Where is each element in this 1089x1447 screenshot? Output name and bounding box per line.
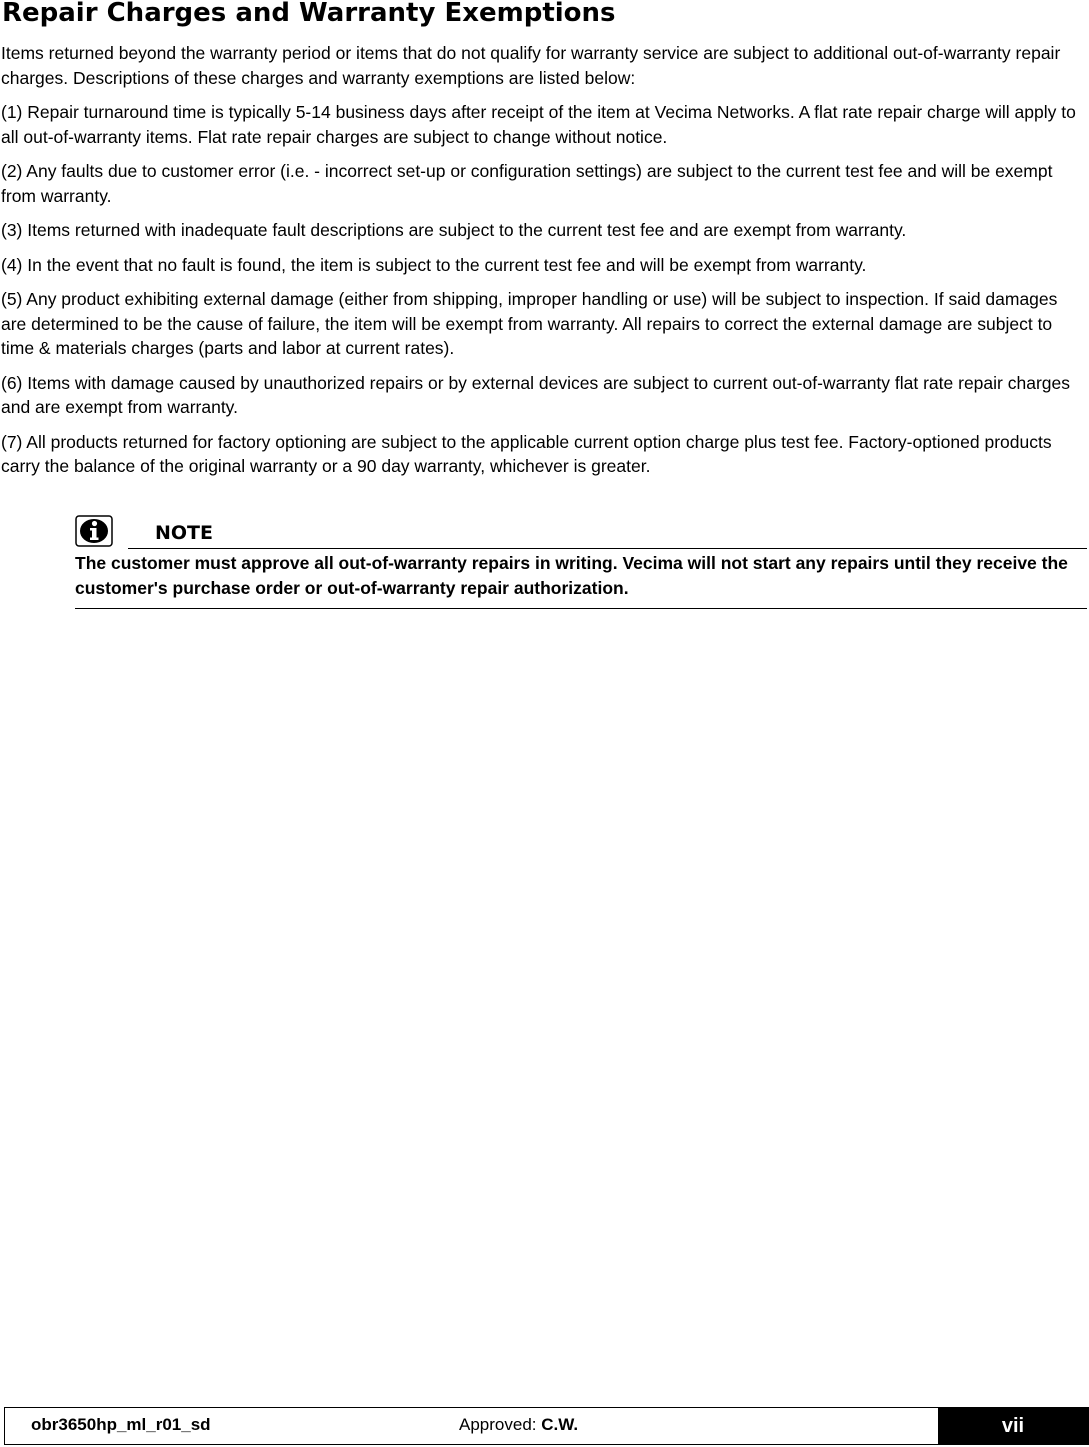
exemption-item-3: (3) Items returned with inadequate fault descriptions are subject to the current test fee and are exempt from warranty. bbox=[1, 220, 907, 240]
info-icon bbox=[75, 515, 113, 547]
exemption-item-4: (4) In the event that no fault is found, the item is subject to the current test fee and will be exempt from warranty. bbox=[1, 254, 867, 275]
approved-label: Approved: bbox=[459, 1415, 542, 1434]
note-divider-top bbox=[128, 548, 1087, 549]
page-title: Repair Charges and Warranty Exemptions bbox=[2, 0, 616, 28]
exemption-item-6: (6) Items with damage caused by unauthorized repairs or by external devices are subject to current out-of-warranty flat rate repair charges and are exempt from warranty. bbox=[1, 372, 1070, 417]
exemption-item-2: (2) Any faults due to customer error (i.e. - incorrect set-up or configuration settings) are subject to the current test fee and will be exempt from warranty. bbox=[1, 161, 1053, 206]
note-text: The customer must approve all out-of-warranty repairs in writing. Vecima will not start any repairs until they receive the customer's purchase order or out-of-warranty repair authorization. bbox=[75, 553, 1068, 598]
exemption-item-5: (5) Any product exhibiting external damage (either from shipping, improper handling or use) will be subject to inspection. If said damages are determined to be the cause of failure, the item will be exempt from warranty. All repairs to correct the external damage are subject to time & materials charges (parts and labor at current rates). bbox=[1, 289, 1058, 358]
note-divider-bottom bbox=[75, 608, 1087, 609]
document-id: obr3650hp_ml_r01_sd bbox=[31, 1415, 211, 1434]
page-footer bbox=[4, 1407, 1089, 1445]
exemption-item-7: (7) All products returned for factory optioning are subject to the applicable current option charge plus test fee. Factory-optioned products carry the balance of the original warranty or a 90 day warranty, whichever is greater. bbox=[1, 431, 1052, 476]
approved-by: C.W. bbox=[541, 1415, 579, 1434]
page-number: vii bbox=[938, 1408, 1088, 1444]
note-label: NOTE bbox=[155, 522, 213, 544]
intro-paragraph: Items returned beyond the warranty period or items that do not qualify for warranty service are subject to additional out-of-warranty repair charges. Descriptions of these charges and warranty exemptions are listed below: bbox=[1, 43, 1061, 88]
body-text bbox=[1, 41, 1085, 489]
approval bbox=[459, 1415, 578, 1435]
exemption-item-1: (1) Repair turnaround time is typically 5-14 business days after receipt of the item at Vecima Networks. A flat rate repair charge will apply to all out-of-warranty items. Flat rate repair charges are subject to change without notice. bbox=[1, 102, 1076, 147]
